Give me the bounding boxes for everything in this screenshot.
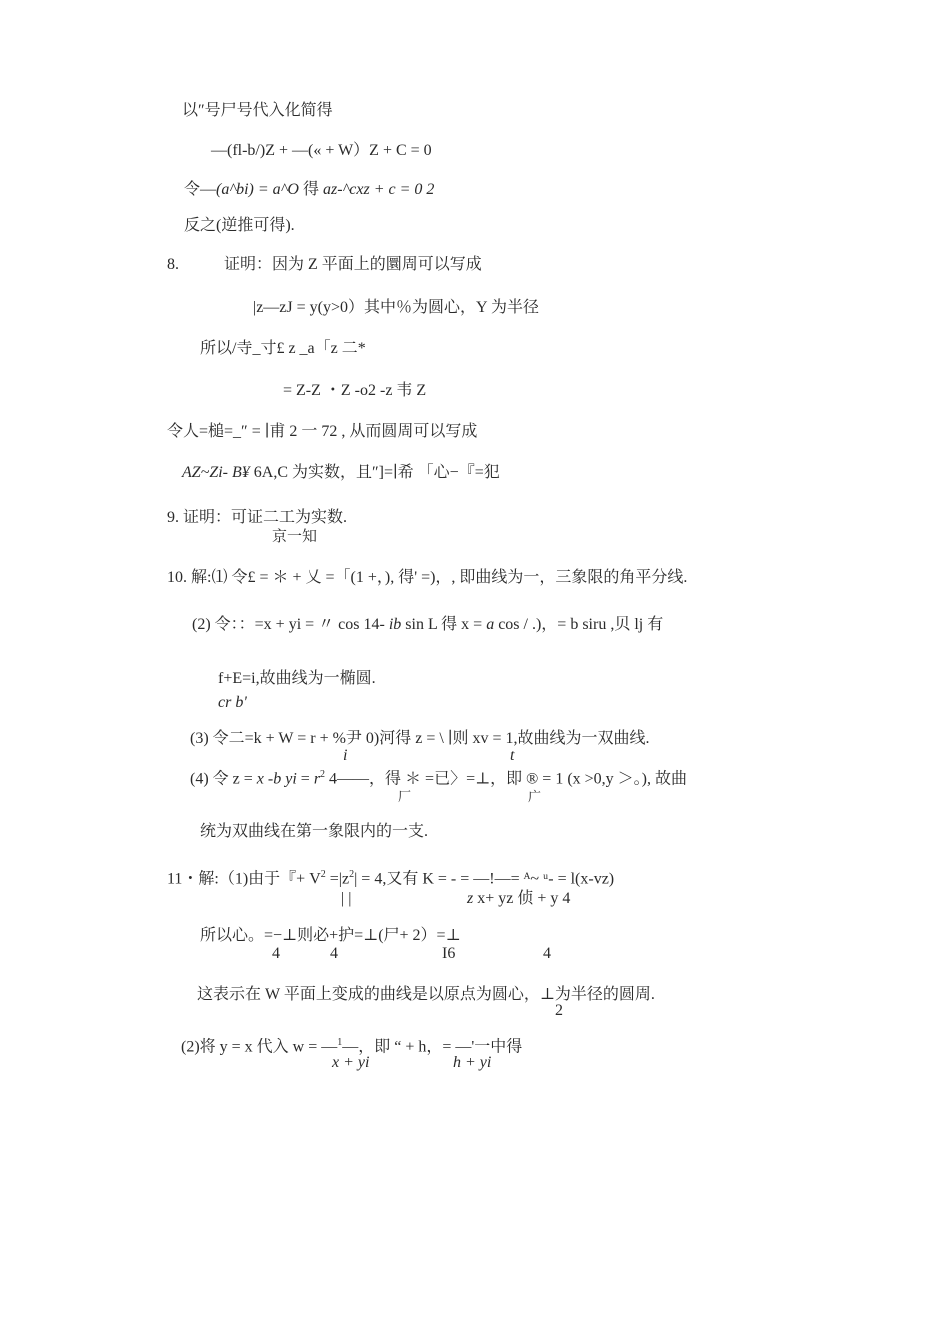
item-8-proof: 证明：因为 Z 平面上的圜周可以写成 bbox=[224, 256, 482, 273]
item-11-denominator bbox=[467, 891, 570, 907]
line-real-numbers bbox=[182, 465, 500, 481]
expanded-equation: = Z-Z ・Z -o2 -z 韦 Z bbox=[283, 382, 427, 399]
line-converse: 反之(逆推可得). bbox=[184, 217, 295, 234]
item-10-part-1: 10. 解:⑴ 令£ = ＊ + 乂 =「(1 +，), 得' =)，, 即曲线为一，三象限的角平分线. bbox=[167, 569, 688, 586]
text-segment: cos / .)，= b siru ,贝 lj 有 bbox=[494, 616, 664, 633]
superscript: 2 bbox=[320, 869, 326, 880]
math-segment: x -b yi bbox=[256, 770, 297, 788]
circle-conclusion: 这表示在 W 平面上变成的曲线是以原点为圆心，⊥为半径的圆周. bbox=[197, 986, 655, 1003]
part-4-subscript-2: 广 bbox=[528, 789, 542, 804]
text-segment: sin L 得 x = bbox=[401, 616, 487, 633]
item-10-part-3: (3) 令二=k + W = r + %尹 0)河得 z = \ ∣则 xv = 1,故曲线为一双曲线. bbox=[190, 730, 650, 747]
item-11-part-1 bbox=[167, 870, 614, 887]
denominator-4-a: 4 bbox=[272, 945, 280, 962]
math-segment: AZ~Zi- B¥ bbox=[182, 464, 250, 481]
text-segment: = bbox=[296, 770, 314, 788]
fraction-denominator-2: h + yi bbox=[453, 1054, 492, 1071]
item-11-part-2 bbox=[181, 1038, 522, 1055]
part-3-subscript-i: i bbox=[343, 747, 348, 764]
text-segment: x+ yz 侦 + y 4 bbox=[473, 890, 571, 907]
item-9-proof: 9. 证明：可证二工为实数. bbox=[167, 509, 348, 526]
math-segment: az-^cxz + c = 0 2 bbox=[322, 181, 435, 198]
equation-simplified: —(fl-b/)Z + —(« + W）Z + C = 0 bbox=[211, 142, 432, 159]
item-8-number: 8. bbox=[167, 256, 179, 273]
superscript: 2 bbox=[320, 769, 326, 780]
math-segment: z bbox=[467, 890, 474, 907]
line-therefore: 所以/寺_寸£ z _a「z 二* bbox=[200, 340, 366, 357]
line-let-person: 令人=槌=_″ = ∣甫 2 一 72 , 从而圆周可以写成 bbox=[167, 423, 478, 440]
part-3-subscript-t: t bbox=[510, 747, 515, 764]
line-let-a-bi bbox=[184, 182, 434, 198]
text-segment: | = 4,又有 K = - = —!—= ᴬ~ ᵘ- = l(x-vz) bbox=[354, 870, 615, 888]
text-segment: (2) 令：：=x + yi = 〃 cos 14- bbox=[192, 616, 389, 633]
text-segment: 6A,C 为实数，且″]=∣希 「心−『=犯 bbox=[249, 464, 500, 481]
denominator-4-b: 4 bbox=[330, 945, 338, 962]
superscript: 1 bbox=[337, 1037, 343, 1048]
text-segment: 4——，得 ＊ =已〉=⊥，即 ® = 1 (x >0,y ＞。), 故曲 bbox=[325, 770, 688, 788]
item-11-therefore: 所以心。=−⊥则必+护=⊥(尸+ 2）=⊥ bbox=[200, 927, 461, 944]
text-segment: 11・解:（1)由于『+ V bbox=[167, 870, 321, 888]
item-10-part-2 bbox=[192, 617, 663, 633]
text-segment: 得 bbox=[298, 181, 323, 198]
ellipse-conclusion: f+E=i,故曲线为一椭圆. bbox=[218, 670, 376, 687]
math-segment: ib bbox=[388, 616, 402, 633]
text-segment: (2)将 y = x 代入 w = — bbox=[181, 1038, 338, 1056]
math-segment: (a^bi) = a^O bbox=[216, 181, 299, 198]
circle-equation: |z—zJ = y(y>0）其中％为圆心，Y 为半径 bbox=[253, 299, 539, 316]
item-11-abs-bars: | | bbox=[341, 890, 352, 907]
hyperbola-branch-line: 统为双曲线在第一象限内的一支. bbox=[200, 823, 429, 840]
item-10-part-4 bbox=[190, 770, 687, 787]
text-segment: —，即 “ + h，= —'一中得 bbox=[342, 1038, 523, 1056]
radius-denominator: 2 bbox=[555, 1002, 563, 1019]
text-segment: 令— bbox=[184, 181, 217, 198]
fraction-denominator-1: x + yi bbox=[332, 1054, 370, 1071]
denominator-4-c: 4 bbox=[543, 945, 551, 962]
text-segment: =|z bbox=[325, 870, 350, 888]
ellipse-denominator: cr b' bbox=[218, 694, 247, 711]
math-segment: r bbox=[313, 770, 321, 788]
text-segment: (4) 令 z = bbox=[190, 770, 257, 788]
part-4-subscript-1: 厂 bbox=[398, 789, 412, 804]
superscript: 2 bbox=[349, 869, 355, 880]
line-substitution: 以″号尸号代入化简得 bbox=[182, 102, 333, 119]
math-segment: a bbox=[486, 616, 495, 633]
item-9-subscript: 京一知 bbox=[272, 529, 318, 545]
denominator-16: I6 bbox=[442, 945, 456, 962]
